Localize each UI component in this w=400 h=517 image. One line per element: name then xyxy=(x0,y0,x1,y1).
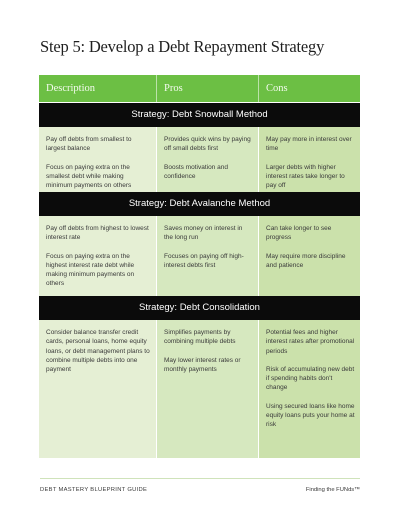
pros-text: Focuses on paying off high-interest debts first xyxy=(164,252,244,269)
cons-text: Larger debts with higher interest rates take longer to pay off xyxy=(266,163,345,190)
pros-text: Provides quick wins by paying off small debts first xyxy=(164,136,251,153)
cons-text: Can take longer to see progress xyxy=(266,225,332,242)
description-text: Pay off debts from highest to lowest interest rate xyxy=(46,225,149,242)
cons-cell xyxy=(258,127,360,192)
cons-text: Risk of accumulating new debt if spending habits don't change xyxy=(266,365,355,392)
pros-cell xyxy=(156,320,258,458)
cons-cell xyxy=(258,320,360,458)
pros-cell xyxy=(156,127,258,192)
table-header-row xyxy=(39,75,360,102)
strategy-table xyxy=(39,75,360,458)
table-row xyxy=(39,320,360,458)
footer-guide-name: DEBT MASTERY BLUEPRINT GUIDE xyxy=(40,487,148,493)
cons-text: Using secured loans like home equity loans puts your home at risk xyxy=(266,402,355,429)
pros-text: Saves money on interest in the long run xyxy=(164,225,243,242)
header-cons: Cons xyxy=(258,75,360,102)
description-text: Focus on paying extra on the highest interest rate debt while making minimum payments on others xyxy=(46,252,135,288)
description-text: Pay off debts from smallest to largest balance xyxy=(46,136,132,153)
description-cell xyxy=(39,127,156,192)
strategy-heading-consolidation: Strategy: Debt Consolidation xyxy=(39,296,360,320)
pros-cell xyxy=(156,216,258,296)
cons-text: May require more discipline and patience xyxy=(266,252,346,269)
table-row xyxy=(39,216,360,296)
footer-divider xyxy=(40,478,360,479)
cons-text: May pay more in interest over time xyxy=(266,136,352,153)
description-text: Consider balance transfer credit cards, personal loans, home equity loans, or debt management plans to combine multiple debts into one payment xyxy=(46,329,150,374)
header-description: Description xyxy=(46,83,95,94)
table-row xyxy=(39,127,360,192)
footer-brand: Finding the FUNds™ xyxy=(305,487,360,493)
description-text: Focus on paying extra on the smallest debt while making minimum payments on others xyxy=(46,163,132,190)
pros-text: May lower interest rates or monthly payments xyxy=(164,356,241,373)
cons-cell xyxy=(258,216,360,296)
strategy-heading-snowball: Strategy: Debt Snowball Method xyxy=(39,103,360,127)
pros-text: Boosts motivation and confidence xyxy=(164,163,228,180)
description-cell xyxy=(39,320,156,458)
page-title: Step 5: Develop a Debt Repayment Strategy xyxy=(40,37,325,56)
cons-text: Potential fees and higher interest rates after promotional periods xyxy=(266,329,355,355)
description-cell xyxy=(39,216,156,296)
pros-text: Simplifies payments by combining multiple debts xyxy=(164,329,236,346)
strategy-heading-avalanche: Strategy: Debt Avalanche Method xyxy=(39,192,360,216)
header-pros: Pros xyxy=(156,75,258,102)
